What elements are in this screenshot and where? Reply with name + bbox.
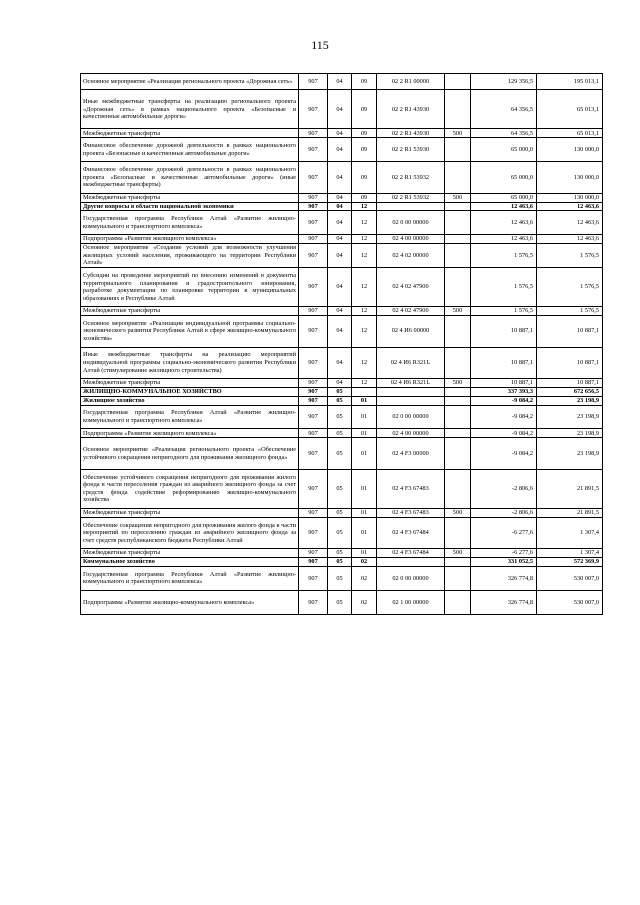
page-number: 115 — [311, 38, 329, 52]
row-subsection-code: 12 — [352, 235, 377, 244]
row-expense-type-code — [445, 590, 471, 614]
row-expense-type-code — [445, 469, 471, 508]
table-row — [81, 90, 603, 129]
row-amount-2: 130 000,0 — [537, 193, 603, 202]
row-subsection-code: 09 — [352, 74, 377, 90]
row-ministry-code: 907 — [299, 549, 328, 558]
row-expense-type-code — [445, 566, 471, 590]
row-ministry-code: 907 — [299, 162, 328, 194]
row-target-code — [377, 202, 445, 211]
row-ministry-code: 907 — [299, 307, 328, 316]
row-target-code: 02 1 00 00000 — [377, 590, 445, 614]
table-row — [81, 307, 603, 316]
row-expense-type-code — [445, 268, 471, 307]
row-amount-2: 23 198,9 — [537, 429, 603, 438]
table-row — [81, 138, 603, 162]
row-ministry-code: 907 — [299, 235, 328, 244]
row-section-code: 05 — [328, 590, 352, 614]
row-ministry-code: 907 — [299, 347, 328, 379]
row-name: Межбюджетные трансферты — [81, 307, 299, 316]
row-amount-2: 12 463,6 — [537, 202, 603, 211]
row-name: Подпрограмма «Развитие жилищно-коммунального комплекса» — [81, 590, 299, 614]
row-subsection-code: 12 — [352, 316, 377, 348]
row-expense-type-code — [445, 429, 471, 438]
row-ministry-code: 907 — [299, 90, 328, 129]
row-subsection-code: 09 — [352, 162, 377, 194]
row-amount-1: -6 277,6 — [471, 549, 537, 558]
table-row — [81, 162, 603, 194]
row-target-code: 02 0 00 00000 — [377, 211, 445, 235]
row-amount-2: 21 891,5 — [537, 469, 603, 508]
row-expense-type-code — [445, 558, 471, 567]
row-amount-1: -9 084,2 — [471, 396, 537, 405]
row-ministry-code: 907 — [299, 316, 328, 348]
row-target-code: 02 4 02 00000 — [377, 244, 445, 268]
row-amount-2: 530 007,0 — [537, 590, 603, 614]
row-ministry-code: 907 — [299, 268, 328, 307]
row-subsection-code: 12 — [352, 307, 377, 316]
row-subsection-code: 01 — [352, 508, 377, 517]
row-amount-1: 64 356,5 — [471, 90, 537, 129]
row-name: Государственная программа Республики Алтай «Развитие жилищно-коммунального и транспортного комплекса» — [81, 211, 299, 235]
row-amount-2: 672 656,5 — [537, 387, 603, 396]
table-row — [81, 211, 603, 235]
table-row — [81, 387, 603, 396]
row-amount-2: 1 576,5 — [537, 268, 603, 307]
row-amount-2: 130 000,0 — [537, 162, 603, 194]
row-expense-type-code — [445, 316, 471, 348]
row-subsection-code: 01 — [352, 405, 377, 429]
row-expense-type-code — [445, 90, 471, 129]
row-amount-1: 326 774,8 — [471, 590, 537, 614]
row-subsection-code: 02 — [352, 566, 377, 590]
row-amount-1: 65 000,0 — [471, 162, 537, 194]
row-expense-type-code — [445, 387, 471, 396]
row-amount-2: 10 887,1 — [537, 379, 603, 388]
row-amount-1: 1 576,5 — [471, 268, 537, 307]
row-ministry-code: 907 — [299, 508, 328, 517]
row-amount-1: -6 277,6 — [471, 517, 537, 549]
row-name: Основное мероприятие «Реализация регионального проекта «Обеспечение устойчивого сокращения непригодного для проживания жилищного фонда» — [81, 438, 299, 470]
row-name: Жилищное хозяйство — [81, 396, 299, 405]
table-row — [81, 438, 603, 470]
row-amount-2: 12 463,6 — [537, 235, 603, 244]
table-row — [81, 74, 603, 90]
table-row — [81, 129, 603, 138]
row-target-code: 02 2 R1 53932 — [377, 193, 445, 202]
row-ministry-code: 907 — [299, 129, 328, 138]
row-expense-type-code — [445, 162, 471, 194]
row-target-code: 02 2 R1 43930 — [377, 129, 445, 138]
row-amount-1: 337 393,3 — [471, 387, 537, 396]
row-ministry-code: 907 — [299, 558, 328, 567]
row-expense-type-code: 500 — [445, 379, 471, 388]
row-name: Подпрограмма «Развитие жилищного комплекса» — [81, 235, 299, 244]
row-section-code: 04 — [328, 244, 352, 268]
row-amount-2: 10 887,1 — [537, 316, 603, 348]
row-expense-type-code: 500 — [445, 193, 471, 202]
row-ministry-code: 907 — [299, 429, 328, 438]
row-subsection-code: 12 — [352, 268, 377, 307]
table-row — [81, 549, 603, 558]
row-target-code: 02 2 R1 00000 — [377, 74, 445, 90]
row-expense-type-code: 500 — [445, 307, 471, 316]
row-target-code — [377, 387, 445, 396]
row-name: Коммунальное хозяйство — [81, 558, 299, 567]
row-section-code: 04 — [328, 90, 352, 129]
table-row — [81, 316, 603, 348]
row-expense-type-code — [445, 438, 471, 470]
row-amount-1: -2 806,6 — [471, 469, 537, 508]
row-amount-1: 1 576,5 — [471, 307, 537, 316]
row-name: Финансовое обеспечение дорожной деятельности в рамках национального проекта «Безопасные и качественные автомобильные дороги» (иные межбюджетные трансферты) — [81, 162, 299, 194]
row-section-code: 04 — [328, 162, 352, 194]
row-target-code: 02 4 F3 67483 — [377, 469, 445, 508]
row-section-code: 04 — [328, 316, 352, 348]
row-expense-type-code — [445, 396, 471, 405]
row-target-code: 02 4 02 47900 — [377, 307, 445, 316]
row-target-code: 02 4 00 00000 — [377, 235, 445, 244]
row-target-code: 02 4 F3 00000 — [377, 438, 445, 470]
row-name: Государственная программа Республики Алтай «Развитие жилищно-коммунального и транспортного комплекса» — [81, 405, 299, 429]
row-expense-type-code — [445, 138, 471, 162]
row-amount-2: 10 887,1 — [537, 347, 603, 379]
row-target-code: 02 4 И6 00000 — [377, 316, 445, 348]
budget-table — [80, 73, 603, 615]
row-amount-1: 129 356,5 — [471, 74, 537, 90]
row-name: Подпрограмма «Развитие жилищного комплекса» — [81, 429, 299, 438]
row-section-code: 05 — [328, 405, 352, 429]
row-target-code: 02 2 R1 53932 — [377, 162, 445, 194]
row-ministry-code: 907 — [299, 138, 328, 162]
row-ministry-code: 907 — [299, 566, 328, 590]
row-name: Межбюджетные трансферты — [81, 508, 299, 517]
row-expense-type-code — [445, 235, 471, 244]
row-section-code: 05 — [328, 396, 352, 405]
row-amount-1: 12 463,6 — [471, 211, 537, 235]
row-expense-type-code — [445, 244, 471, 268]
table-row — [81, 244, 603, 268]
row-amount-2: 1 307,4 — [537, 549, 603, 558]
row-section-code: 05 — [328, 566, 352, 590]
row-name: Иные межбюджетные трансферты на реализацию регионального проекта «Дорожная сеть» в рамках национального проекта «Безопасные и качественные автомобильные дороги» — [81, 90, 299, 129]
row-ministry-code: 907 — [299, 244, 328, 268]
row-subsection-code: 09 — [352, 193, 377, 202]
row-amount-1: 331 052,5 — [471, 558, 537, 567]
row-section-code: 05 — [328, 469, 352, 508]
row-ministry-code: 907 — [299, 405, 328, 429]
row-expense-type-code — [445, 517, 471, 549]
table-row — [81, 429, 603, 438]
row-amount-2: 23 198,9 — [537, 396, 603, 405]
row-section-code: 05 — [328, 517, 352, 549]
row-amount-2: 12 463,6 — [537, 211, 603, 235]
row-ministry-code: 907 — [299, 396, 328, 405]
row-name: Финансовое обеспечение дорожной деятельности в рамках национального проекта «Безопасные и качественные автомобильные дороги» — [81, 138, 299, 162]
row-section-code: 04 — [328, 235, 352, 244]
table-row — [81, 202, 603, 211]
row-subsection-code: 12 — [352, 244, 377, 268]
row-amount-2: 1 576,5 — [537, 244, 603, 268]
row-amount-2: 130 000,0 — [537, 138, 603, 162]
row-target-code: 02 4 И6 R321L — [377, 379, 445, 388]
row-section-code: 04 — [328, 129, 352, 138]
row-name: Основное мероприятие «Реализация индивидуальной программы социально-экономического развития Республики Алтай в сфере жилищно-коммунального хозяйства» — [81, 316, 299, 348]
row-section-code: 04 — [328, 138, 352, 162]
row-ministry-code: 907 — [299, 74, 328, 90]
row-section-code: 04 — [328, 202, 352, 211]
row-target-code: 02 0 00 00000 — [377, 405, 445, 429]
row-amount-2: 23 198,9 — [537, 438, 603, 470]
row-amount-1: -9 084,2 — [471, 405, 537, 429]
row-amount-2: 65 013,1 — [537, 129, 603, 138]
row-subsection-code: 09 — [352, 138, 377, 162]
row-amount-1: -9 084,2 — [471, 429, 537, 438]
row-section-code: 05 — [328, 549, 352, 558]
row-amount-1: 10 887,1 — [471, 347, 537, 379]
row-subsection-code: 12 — [352, 379, 377, 388]
row-target-code: 02 4 00 00000 — [377, 429, 445, 438]
row-expense-type-code: 500 — [445, 508, 471, 517]
row-amount-1: 64 356,5 — [471, 129, 537, 138]
row-section-code: 05 — [328, 508, 352, 517]
table-row — [81, 347, 603, 379]
table-row — [81, 517, 603, 549]
row-target-code — [377, 558, 445, 567]
row-ministry-code: 907 — [299, 193, 328, 202]
row-name: Межбюджетные трансферты — [81, 129, 299, 138]
row-section-code: 04 — [328, 307, 352, 316]
row-target-code: 02 4 И6 R321L — [377, 347, 445, 379]
row-amount-2: 572 369,9 — [537, 558, 603, 567]
row-name: Основное мероприятие «Создание условий для возможности улучшения жилищных условий населения, проживающего на территории Республики Алтай» — [81, 244, 299, 268]
row-name: Межбюджетные трансферты — [81, 549, 299, 558]
row-amount-2: 23 198,9 — [537, 405, 603, 429]
row-ministry-code: 907 — [299, 387, 328, 396]
row-subsection-code — [352, 387, 377, 396]
row-section-code: 04 — [328, 211, 352, 235]
row-expense-type-code: 500 — [445, 129, 471, 138]
row-amount-2: 530 007,0 — [537, 566, 603, 590]
row-target-code: 02 2 R1 53930 — [377, 138, 445, 162]
row-section-code: 04 — [328, 193, 352, 202]
row-amount-1: 10 887,1 — [471, 316, 537, 348]
row-subsection-code: 01 — [352, 396, 377, 405]
row-expense-type-code — [445, 74, 471, 90]
table-row — [81, 235, 603, 244]
row-target-code: 02 4 02 47900 — [377, 268, 445, 307]
row-name: Обеспечение сокращения непригодного для проживания жилого фонда в части мероприятий по переселению граждан из аварийного жилищного фонда за счет средств республиканского бюджета Республики Алтай — [81, 517, 299, 549]
row-amount-1: 12 463,6 — [471, 235, 537, 244]
row-amount-1: 65 000,0 — [471, 193, 537, 202]
row-ministry-code: 907 — [299, 590, 328, 614]
row-name: Государственная программа Республики Алтай «Развитие жилищно-коммунального и транспортного комплекса» — [81, 566, 299, 590]
row-amount-1: 65 000,0 — [471, 138, 537, 162]
row-name: Другие вопросы в области национальной экономики — [81, 202, 299, 211]
row-target-code: 02 4 F3 67484 — [377, 549, 445, 558]
row-target-code: 02 0 00 00000 — [377, 566, 445, 590]
row-subsection-code: 02 — [352, 558, 377, 567]
row-section-code: 05 — [328, 438, 352, 470]
row-amount-2: 1 307,4 — [537, 517, 603, 549]
row-name: Основное мероприятие «Реализация регионального проекта «Дорожная сеть» — [81, 74, 299, 90]
row-section-code: 05 — [328, 387, 352, 396]
row-name: Межбюджетные трансферты — [81, 379, 299, 388]
row-amount-2: 65 013,1 — [537, 90, 603, 129]
row-amount-2: 21 891,5 — [537, 508, 603, 517]
table-row — [81, 590, 603, 614]
row-subsection-code: 09 — [352, 129, 377, 138]
row-expense-type-code: 500 — [445, 549, 471, 558]
row-ministry-code: 907 — [299, 517, 328, 549]
row-target-code: 02 4 F3 67483 — [377, 508, 445, 517]
table-row — [81, 508, 603, 517]
row-name: Субсидии на проведение мероприятий по внесению изменений в документы территориального планирования и градостроительного зонирования, разработке документации по планировке территории в муниципальных образованиях в Республике Алтай — [81, 268, 299, 307]
row-subsection-code: 12 — [352, 202, 377, 211]
row-subsection-code: 01 — [352, 517, 377, 549]
row-expense-type-code — [445, 405, 471, 429]
row-amount-2: 1 576,5 — [537, 307, 603, 316]
row-ministry-code: 907 — [299, 379, 328, 388]
row-amount-1: -9 084,2 — [471, 438, 537, 470]
table-row — [81, 268, 603, 307]
table-row — [81, 193, 603, 202]
row-subsection-code: 01 — [352, 549, 377, 558]
table-row — [81, 558, 603, 567]
row-section-code: 05 — [328, 429, 352, 438]
row-subsection-code: 01 — [352, 438, 377, 470]
row-target-code — [377, 396, 445, 405]
row-section-code: 04 — [328, 347, 352, 379]
row-amount-1: 1 576,5 — [471, 244, 537, 268]
row-subsection-code: 02 — [352, 590, 377, 614]
row-name: ЖИЛИЩНО-КОММУНАЛЬНОЕ ХОЗЯЙСТВО — [81, 387, 299, 396]
row-ministry-code: 907 — [299, 211, 328, 235]
row-amount-1: 10 887,1 — [471, 379, 537, 388]
row-name: Обеспечение устойчивого сокращения непригодного для проживания жилого фонда в части переселения граждан из аварийного жилищного фонда за счет средств фонда содействия реформированию жилищно-коммунального хозяйства — [81, 469, 299, 508]
row-name: Межбюджетные трансферты — [81, 193, 299, 202]
row-name: Иные межбюджетные трансферты на реализацию мероприятий индивидуальной программы социально-экономического развития Республики Алтай (стимулирование жилищного строительства) — [81, 347, 299, 379]
row-section-code: 04 — [328, 268, 352, 307]
row-subsection-code: 01 — [352, 469, 377, 508]
table-row — [81, 396, 603, 405]
row-expense-type-code — [445, 202, 471, 211]
table-row — [81, 405, 603, 429]
row-subsection-code: 12 — [352, 211, 377, 235]
row-section-code: 05 — [328, 558, 352, 567]
table-body — [81, 74, 603, 615]
row-ministry-code: 907 — [299, 469, 328, 508]
row-amount-2: 195 013,1 — [537, 74, 603, 90]
row-expense-type-code — [445, 347, 471, 379]
row-target-code: 02 4 F3 67484 — [377, 517, 445, 549]
row-amount-1: 326 774,8 — [471, 566, 537, 590]
row-section-code: 04 — [328, 379, 352, 388]
row-ministry-code: 907 — [299, 438, 328, 470]
row-amount-1: 12 463,6 — [471, 202, 537, 211]
row-amount-1: -2 806,6 — [471, 508, 537, 517]
row-expense-type-code — [445, 211, 471, 235]
row-ministry-code: 907 — [299, 202, 328, 211]
table-row — [81, 469, 603, 508]
row-section-code: 04 — [328, 74, 352, 90]
row-subsection-code: 09 — [352, 90, 377, 129]
row-subsection-code: 12 — [352, 347, 377, 379]
table-row — [81, 566, 603, 590]
row-target-code: 02 2 R1 43930 — [377, 90, 445, 129]
row-subsection-code: 01 — [352, 429, 377, 438]
table-row — [81, 379, 603, 388]
